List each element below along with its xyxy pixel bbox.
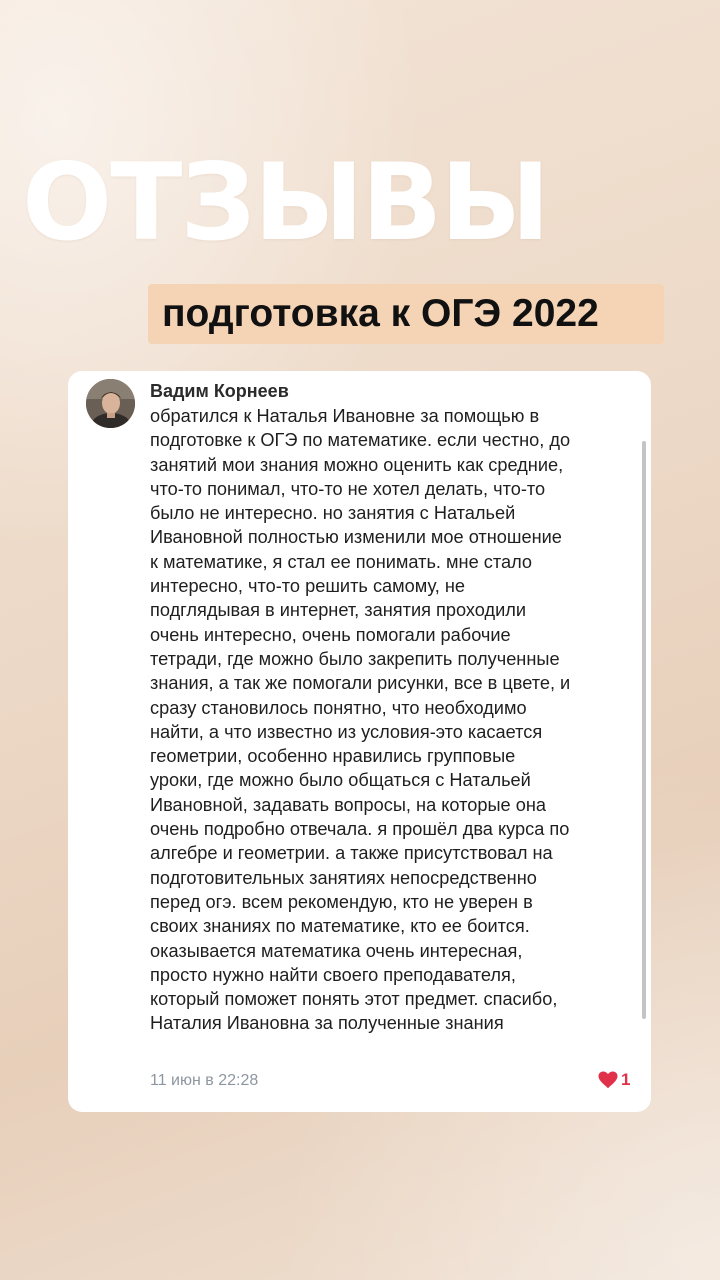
review-timestamp[interactable]: 11 июн в 22:28: [150, 1072, 259, 1089]
review-line: просто нужно найти своего преподавателя,: [150, 964, 516, 985]
heart-icon[interactable]: [598, 1071, 618, 1089]
review-line: интересно, что-то решить самому, не: [150, 576, 466, 597]
review-line: было не интересно. но занятия с Натальей: [150, 503, 516, 524]
review-line: найти, а что известно из условия-это касается: [150, 721, 543, 742]
review-line: подготовительных занятиях непосредственно: [150, 867, 537, 888]
subtitle-badge: [148, 284, 664, 344]
review-line: уроки, где можно было общаться с Натальей: [150, 770, 531, 791]
review-line: знания, а так же помогали рисунки, все в цвете, и: [150, 673, 571, 694]
review-line: сразу становилось понятно, что необходимо: [150, 697, 527, 718]
review-line: перед огэ. всем рекомендую, кто не уверен в: [150, 891, 533, 912]
review-line: тетради, где можно было закрепить полученные: [150, 648, 560, 669]
review-line: очень подробно отвечала. я прошёл два курса по: [150, 819, 570, 840]
review-line: Наталия Ивановна за полученные знания: [150, 1013, 504, 1034]
review-line: алгебре и геометрии. а также присутствовал на: [150, 843, 553, 864]
review-line: Ивановной полностью изменили мое отношение: [150, 527, 562, 548]
review-card: [68, 371, 651, 1112]
review-line: что-то понимал, что-то не хотел делать, что-то: [150, 478, 546, 499]
review-line: который поможет понять этот предмет. спасибо,: [150, 989, 558, 1010]
page-title: ОТЗЫВЫ: [22, 141, 549, 264]
review-line: подглядывая в интернет, занятия проходили: [150, 600, 527, 621]
review-line: очень интересно, очень помогали рабочие: [150, 624, 511, 645]
subtitle-text: подготовка к ОГЭ 2022: [162, 292, 599, 335]
author-name[interactable]: Вадим Корнеев: [150, 381, 289, 401]
review-line: обратился к Наталья Ивановне за помощью в: [150, 406, 540, 426]
avatar[interactable]: [86, 379, 135, 428]
avatar-photo-icon: [86, 379, 135, 428]
like-count: 1: [621, 1070, 631, 1089]
review-text: [150, 404, 645, 1036]
review-line: к математике, я стал ее понимать. мне стало: [150, 551, 533, 572]
scrollbar[interactable]: [642, 441, 646, 1019]
review-line: подготовке к ОГЭ по математике. если честно, до: [150, 430, 571, 451]
review-line: оказывается математика очень интересная,: [150, 940, 523, 961]
review-line: своих знаниях по математике, кто ее боится.: [150, 916, 530, 937]
review-line: Ивановной, задавать вопросы, на которые она: [150, 794, 546, 815]
review-line: занятий мои знания можно оценить как средние,: [150, 454, 564, 475]
review-line: геометрии, особенно нравились групповые: [150, 746, 516, 767]
like-button[interactable]: [598, 1069, 630, 1091]
